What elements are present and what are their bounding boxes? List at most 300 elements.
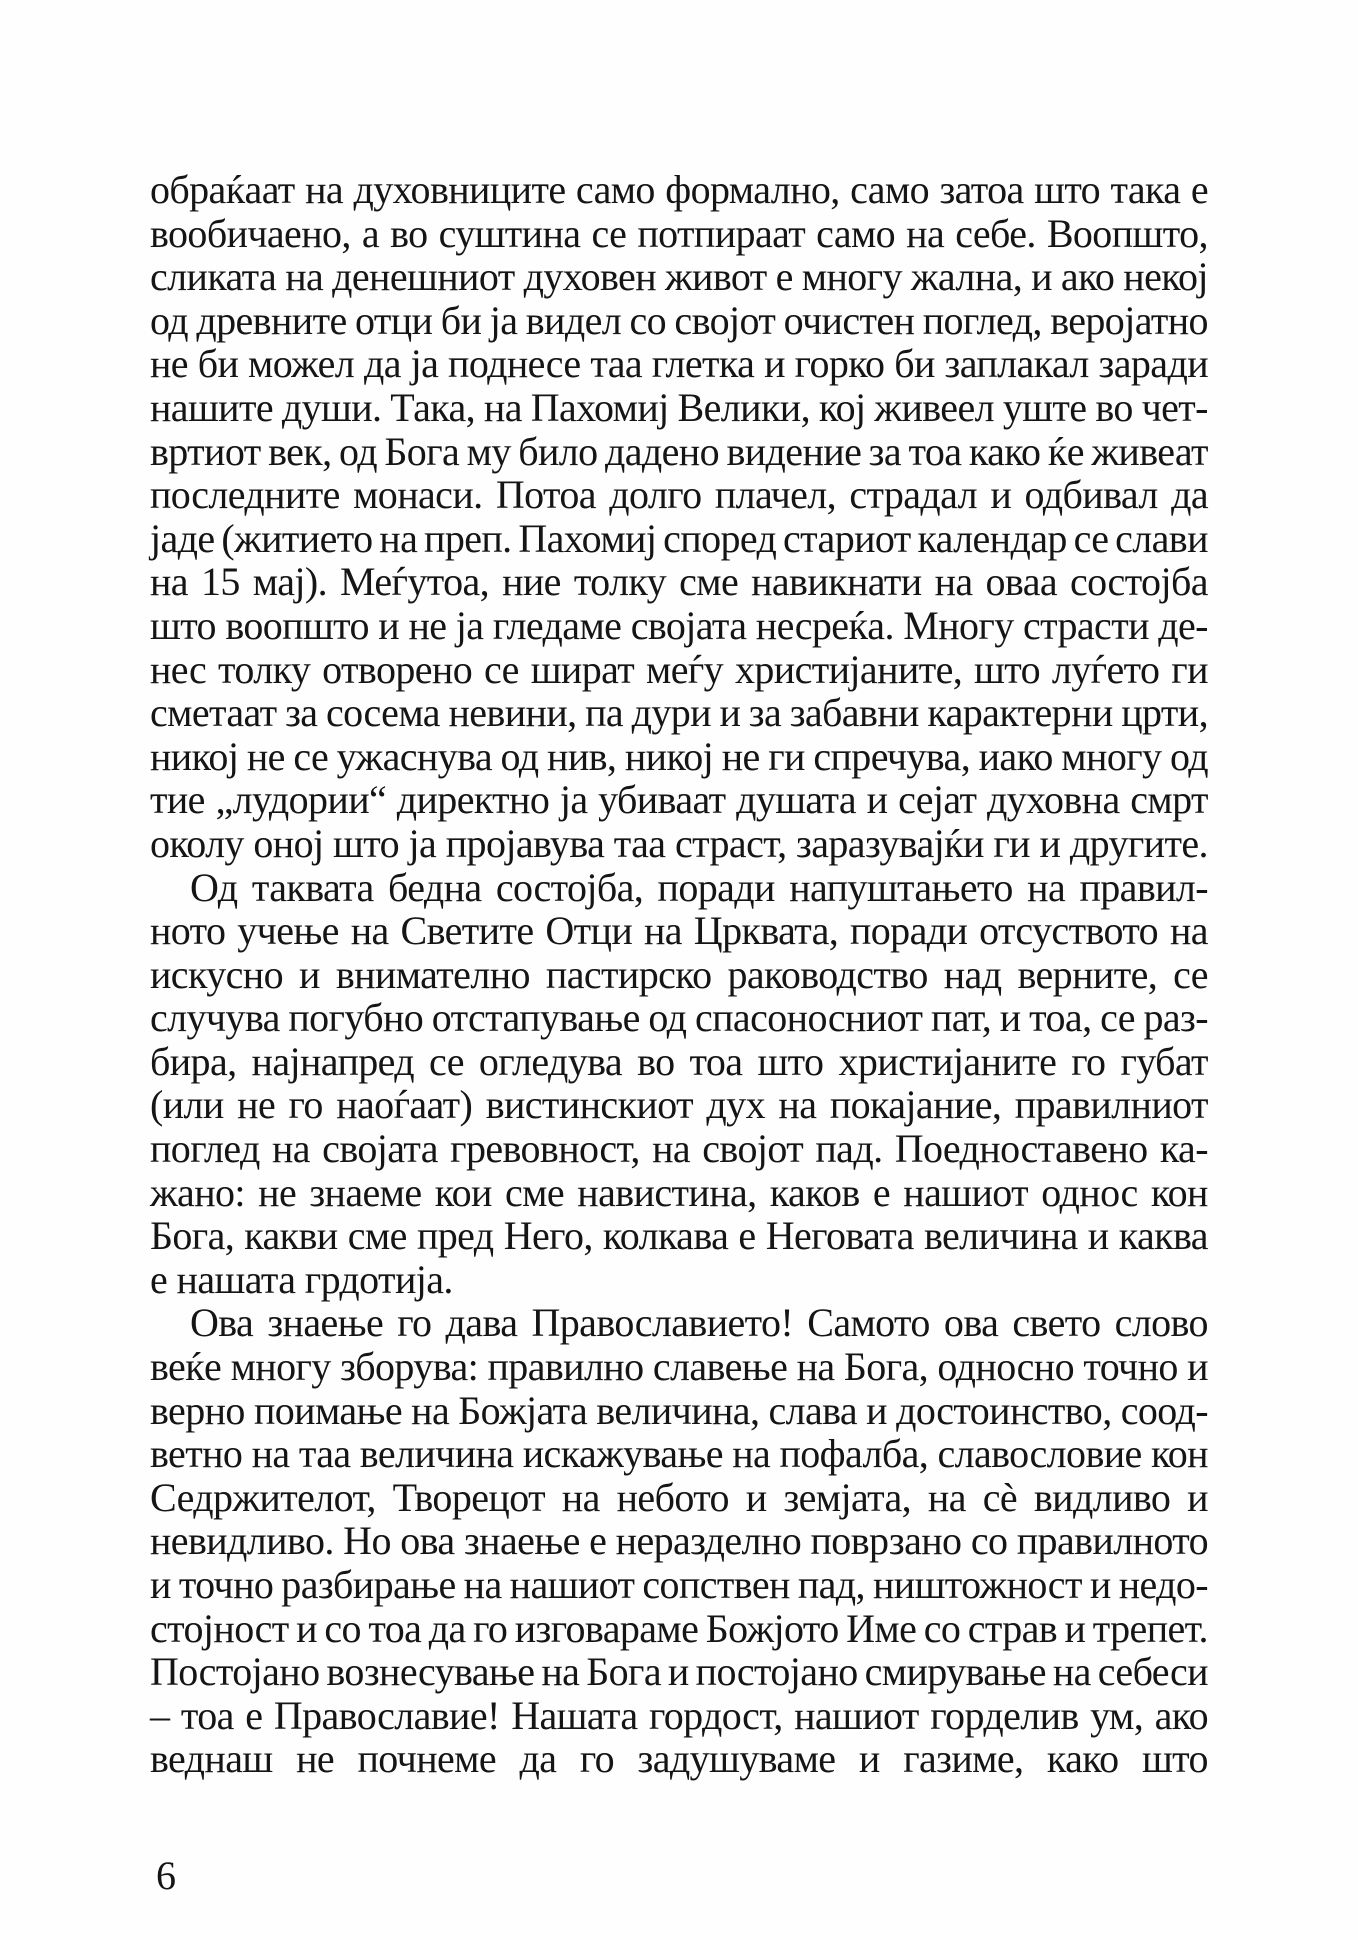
word: ако xyxy=(1060,254,1115,300)
word: мај). xyxy=(252,559,327,605)
word: од xyxy=(338,428,377,474)
word: бедна xyxy=(387,864,482,910)
word: му xyxy=(466,428,511,474)
word: од xyxy=(648,995,687,1041)
word: својата xyxy=(630,602,747,648)
page-number: 6 xyxy=(156,1853,176,1898)
word: (житието xyxy=(221,515,373,561)
word: на xyxy=(796,1344,835,1390)
word: денешниот xyxy=(332,254,515,300)
word: ното xyxy=(150,908,226,954)
text-line: е нашата грдотија. xyxy=(150,1256,453,1302)
word: ништожност xyxy=(872,1562,1082,1607)
word: отци xyxy=(355,297,433,343)
word: обраќаат xyxy=(150,167,295,212)
word: правилниот xyxy=(1014,1082,1208,1128)
word: и xyxy=(150,1562,171,1607)
word: воопшто xyxy=(225,602,369,648)
word: на xyxy=(271,1126,310,1172)
word: духовна xyxy=(986,777,1120,823)
word: со xyxy=(970,1518,1008,1564)
word: слави xyxy=(1115,515,1208,561)
word: ако xyxy=(1154,1692,1208,1738)
text-line xyxy=(150,1650,1208,1694)
word: таа xyxy=(613,820,666,866)
word: на xyxy=(652,1126,691,1172)
word: спасоносниот xyxy=(694,995,923,1041)
word: каква xyxy=(1118,1213,1208,1259)
text-line xyxy=(150,1083,1208,1127)
word: толку xyxy=(218,646,311,692)
word: знаење xyxy=(267,1300,384,1346)
word: зборува: xyxy=(340,1344,479,1390)
word: (или xyxy=(150,1082,224,1128)
word: и xyxy=(1187,1344,1208,1390)
word: пастирско xyxy=(545,951,712,997)
word: ветно xyxy=(150,1431,243,1477)
text-line xyxy=(150,604,1208,648)
text-line xyxy=(150,517,1208,561)
word: многу xyxy=(230,1344,331,1390)
word: таа xyxy=(298,1431,351,1477)
word: ужаснува xyxy=(336,733,492,779)
word: вистинскиот xyxy=(485,1082,693,1128)
word: смрт xyxy=(1130,777,1208,823)
word: нашиот xyxy=(509,1562,635,1607)
word: својот xyxy=(702,1126,804,1172)
word: отсуството xyxy=(979,908,1159,954)
word: Нашата xyxy=(511,1692,638,1738)
word: Бога xyxy=(586,1649,661,1695)
word: Него, xyxy=(503,1213,593,1259)
word: ги xyxy=(1171,646,1208,692)
word: веројатно xyxy=(1050,297,1208,343)
word: го xyxy=(288,1082,323,1128)
word: да xyxy=(363,341,401,387)
word: тоа xyxy=(368,1605,422,1651)
word: Така, xyxy=(390,384,476,430)
word: ја xyxy=(408,820,437,866)
word: души. xyxy=(281,384,382,430)
word: од xyxy=(150,297,188,343)
text-line xyxy=(150,386,1208,430)
text-line xyxy=(150,1694,1208,1738)
word: невидливо. xyxy=(150,1518,334,1564)
word: и xyxy=(745,1474,767,1520)
word: горко xyxy=(794,341,885,387)
word: страдал xyxy=(849,472,978,518)
word: Бога, xyxy=(150,1213,235,1259)
paragraph xyxy=(150,1301,1208,1781)
word: стојност xyxy=(150,1605,289,1651)
word: и xyxy=(1087,1213,1109,1259)
word: на xyxy=(541,1649,580,1695)
word: огледува xyxy=(478,1038,623,1084)
word: својата xyxy=(322,1126,438,1172)
text-block xyxy=(150,168,1208,1781)
word: напуштањето xyxy=(789,864,1013,910)
word: така xyxy=(1110,167,1181,212)
word: на xyxy=(934,559,973,605)
word: раководство xyxy=(727,951,928,997)
word: себе. xyxy=(955,210,1036,256)
word: дадено xyxy=(604,428,719,474)
word: пад. xyxy=(815,1126,883,1172)
word: колкава xyxy=(602,1213,729,1259)
word: земјата, xyxy=(783,1474,912,1520)
word: трепет. xyxy=(1092,1605,1208,1651)
word: забавни xyxy=(789,690,919,736)
word: толку xyxy=(573,559,667,605)
word: ка- xyxy=(1159,1126,1208,1172)
word: и xyxy=(999,995,1021,1041)
word: и xyxy=(378,602,400,648)
paragraph xyxy=(150,866,1208,1302)
word: суштина xyxy=(438,210,581,256)
word: Седржителот, xyxy=(150,1474,376,1520)
word: карактерни xyxy=(927,690,1113,736)
word: да xyxy=(428,1605,466,1651)
word: славење xyxy=(652,1344,788,1390)
word: Ова xyxy=(190,1300,254,1346)
text-line xyxy=(150,1476,1208,1520)
word: сѐ xyxy=(982,1474,1018,1520)
word: состојба xyxy=(1069,559,1208,605)
word: себеси xyxy=(1097,1649,1208,1695)
word: горделив xyxy=(930,1692,1079,1738)
word: и xyxy=(296,1605,317,1651)
word: не xyxy=(721,733,760,779)
word: ова xyxy=(943,1300,999,1346)
word: духовен xyxy=(523,254,657,300)
word: како xyxy=(968,428,1041,474)
word: величина xyxy=(923,1213,1078,1259)
word: на xyxy=(778,1082,817,1128)
word: бира, xyxy=(150,1038,237,1084)
word: што xyxy=(1141,1736,1208,1782)
word: е xyxy=(245,1692,263,1738)
word: долго xyxy=(609,472,702,518)
word: што xyxy=(333,820,399,866)
word: одбивал xyxy=(1024,472,1158,518)
word: на xyxy=(350,908,389,954)
word: страст, xyxy=(675,820,787,866)
word: многу xyxy=(801,254,902,300)
word: наоѓаат) xyxy=(336,1082,473,1128)
word: луѓето xyxy=(1051,646,1160,692)
word: дури xyxy=(631,690,711,736)
word: духовниците xyxy=(353,167,566,212)
word: шират xyxy=(530,646,635,692)
word: живот xyxy=(665,254,767,300)
word: на xyxy=(561,1474,600,1520)
word: само xyxy=(575,167,655,212)
word: Велики, xyxy=(677,384,810,430)
word: монаси. xyxy=(353,472,483,518)
word: тоа xyxy=(180,1692,234,1738)
word: ова xyxy=(400,1518,455,1564)
word: е xyxy=(872,1169,891,1215)
word: го xyxy=(1071,1038,1106,1084)
word: на xyxy=(305,167,344,212)
word: – xyxy=(150,1692,170,1738)
word: газиме, xyxy=(903,1736,1024,1782)
word: Божјата xyxy=(458,1387,588,1433)
word: на xyxy=(483,384,522,430)
word: век, xyxy=(268,428,332,474)
word: како xyxy=(1046,1736,1119,1782)
word: сметаат xyxy=(150,690,277,736)
word: за xyxy=(285,690,318,736)
word: на xyxy=(643,908,682,954)
word: плачел, xyxy=(714,472,836,518)
word: и xyxy=(667,1649,689,1695)
word: поради xyxy=(849,908,968,954)
word: потпираат xyxy=(637,210,806,256)
word: задушуваме xyxy=(637,1736,836,1782)
text-line xyxy=(150,1301,1208,1345)
word: Бога, xyxy=(843,1344,929,1390)
word: верните, xyxy=(1017,951,1158,997)
word: Неговата xyxy=(765,1213,914,1259)
text-line xyxy=(150,953,1208,997)
word: на xyxy=(150,559,188,605)
word: таквата xyxy=(251,864,374,910)
word: и xyxy=(719,690,741,736)
word: нашите xyxy=(150,384,274,430)
word: сме xyxy=(347,1213,407,1259)
word: на xyxy=(1052,1649,1091,1695)
word: во xyxy=(390,210,428,256)
text-line xyxy=(150,778,1208,822)
word: отворено xyxy=(322,646,473,692)
word: слово xyxy=(1114,1300,1208,1346)
word: најнапред xyxy=(251,1038,415,1084)
word: убиваат xyxy=(598,777,726,823)
word: на xyxy=(251,1431,290,1477)
word: заразувајќи xyxy=(796,820,984,866)
word: ги xyxy=(768,733,805,779)
word: го xyxy=(579,1736,615,1782)
word: пред xyxy=(416,1213,494,1259)
word: и xyxy=(858,1736,880,1782)
word: пофалба, xyxy=(779,1431,929,1477)
word: славословие xyxy=(937,1431,1142,1477)
word: се xyxy=(1173,951,1208,997)
text-line xyxy=(150,996,1208,1040)
word: достоинство, xyxy=(896,1387,1112,1433)
word: според xyxy=(663,515,777,561)
word: формално, xyxy=(665,167,840,212)
word: на xyxy=(906,210,945,256)
word: несреќа. xyxy=(755,602,894,648)
word: видение xyxy=(726,428,862,474)
text-line xyxy=(150,430,1208,474)
word: иако xyxy=(978,733,1053,779)
word: видел xyxy=(525,297,622,343)
word: од xyxy=(500,733,539,779)
word: какви xyxy=(244,1213,338,1259)
word: душата xyxy=(736,777,857,823)
text-line xyxy=(150,1737,1208,1781)
word: се xyxy=(1073,515,1109,561)
word: на xyxy=(379,515,418,561)
word: на xyxy=(1169,908,1208,954)
word: жална, xyxy=(910,254,1023,300)
word: ја xyxy=(489,297,518,343)
word: невини, xyxy=(448,690,577,736)
word: точно xyxy=(1083,1344,1178,1390)
word: страсти xyxy=(1022,602,1149,648)
word: заплакал xyxy=(944,341,1089,387)
word: е xyxy=(738,1213,756,1259)
word: и xyxy=(1064,1605,1086,1651)
word: сосема xyxy=(325,690,440,736)
word: не xyxy=(150,341,188,387)
word: поимање xyxy=(253,1387,403,1433)
word: Светите xyxy=(400,908,534,954)
word: христијаните, xyxy=(734,646,963,692)
word: недо- xyxy=(1118,1562,1208,1607)
word: на xyxy=(285,254,324,300)
word: што xyxy=(150,602,216,648)
word: а xyxy=(361,210,380,256)
word: во xyxy=(637,1038,675,1084)
word: Име xyxy=(846,1605,917,1651)
word: со xyxy=(324,1605,361,1651)
text-line xyxy=(150,560,1208,604)
word: никој xyxy=(150,733,239,779)
word: за xyxy=(868,428,902,474)
word: е xyxy=(775,254,793,300)
word: знаеме xyxy=(309,1169,422,1215)
paragraph xyxy=(150,168,1208,866)
word: Од xyxy=(190,864,238,910)
word: и xyxy=(1187,1474,1208,1520)
word: нашиот xyxy=(903,1169,1029,1215)
word: нашиот xyxy=(794,1692,919,1738)
word: ќе xyxy=(1047,428,1084,474)
word: раз- xyxy=(1143,995,1208,1041)
word: христијаните xyxy=(838,1038,1057,1084)
word: и xyxy=(764,341,785,387)
word: поврзано xyxy=(810,1518,962,1564)
word: директно xyxy=(396,777,550,823)
word: на xyxy=(463,1562,502,1607)
word: многу xyxy=(1061,733,1162,779)
word: не xyxy=(258,1169,297,1215)
word: навикнати xyxy=(751,559,922,605)
word: да xyxy=(519,1736,557,1782)
word: небото xyxy=(616,1474,729,1520)
text-line xyxy=(150,473,1208,517)
text-line xyxy=(150,1214,1208,1258)
word: де- xyxy=(1158,602,1208,648)
word: навистина, xyxy=(577,1169,757,1215)
word: изговараме xyxy=(514,1605,699,1651)
word: кон xyxy=(1150,1169,1208,1215)
word: погубно xyxy=(288,995,424,1041)
word: Божјото xyxy=(705,1605,839,1651)
text-line xyxy=(150,691,1208,735)
word: отстапување xyxy=(431,995,640,1041)
word: да xyxy=(1171,472,1208,518)
word: неразделно xyxy=(615,1518,802,1564)
text-line xyxy=(150,1127,1208,1171)
word: разбирање xyxy=(281,1562,456,1607)
word: почнеме xyxy=(357,1736,497,1782)
word: календар xyxy=(917,515,1067,561)
word: и xyxy=(990,472,1012,518)
word: Творецот xyxy=(392,1474,545,1520)
text-line xyxy=(150,1432,1208,1476)
word: Меѓутоа, xyxy=(339,559,490,605)
word: и xyxy=(299,951,320,997)
word: поглед, xyxy=(922,297,1042,343)
word: ги xyxy=(993,820,1030,866)
word: само xyxy=(850,167,930,212)
word: сме xyxy=(505,1169,565,1215)
text-line xyxy=(150,909,1208,953)
word: на xyxy=(1027,864,1066,910)
word: вообичаено, xyxy=(150,210,351,256)
word: само xyxy=(816,210,896,256)
word: тоа xyxy=(689,1038,743,1084)
word: покајание, xyxy=(829,1082,1002,1128)
word: однос xyxy=(1041,1169,1138,1215)
word: каков xyxy=(769,1169,860,1215)
word: сме xyxy=(679,559,739,605)
word: тоа, xyxy=(1029,995,1092,1041)
word: Воопшто, xyxy=(1046,210,1208,256)
word: над xyxy=(943,951,1002,997)
word: оној xyxy=(253,820,324,866)
word: нив, xyxy=(547,733,617,779)
word: во xyxy=(1095,384,1133,430)
word: поглед xyxy=(150,1126,260,1172)
word: живеат xyxy=(1091,428,1208,474)
word: никој xyxy=(624,733,714,779)
word: чет- xyxy=(1141,384,1208,430)
text-line xyxy=(150,1519,1208,1563)
word: и xyxy=(1031,254,1052,300)
word: на xyxy=(927,1474,966,1520)
word: се xyxy=(484,646,519,692)
word: Пахомиј xyxy=(518,515,657,561)
word: смирување xyxy=(864,1649,1046,1695)
word: нес xyxy=(150,646,207,692)
word: па xyxy=(585,690,624,736)
word: е xyxy=(589,1518,607,1564)
word: ја xyxy=(410,341,439,387)
word: преп. xyxy=(424,515,512,561)
word: другите. xyxy=(1069,820,1208,866)
word: заради xyxy=(1098,341,1208,387)
word: ја xyxy=(455,602,484,648)
word: оваа xyxy=(985,559,1057,605)
word: со xyxy=(923,1605,961,1651)
text-line xyxy=(150,866,1208,910)
word: свето xyxy=(1012,1300,1101,1346)
word: Но xyxy=(343,1518,391,1564)
text-line xyxy=(150,735,1208,779)
word: тоа xyxy=(908,428,962,474)
word: веднаш xyxy=(150,1736,273,1782)
word: затоа xyxy=(939,167,1024,212)
word: жано: xyxy=(150,1169,245,1215)
word: величина, xyxy=(596,1387,760,1433)
word: кој xyxy=(818,384,866,430)
